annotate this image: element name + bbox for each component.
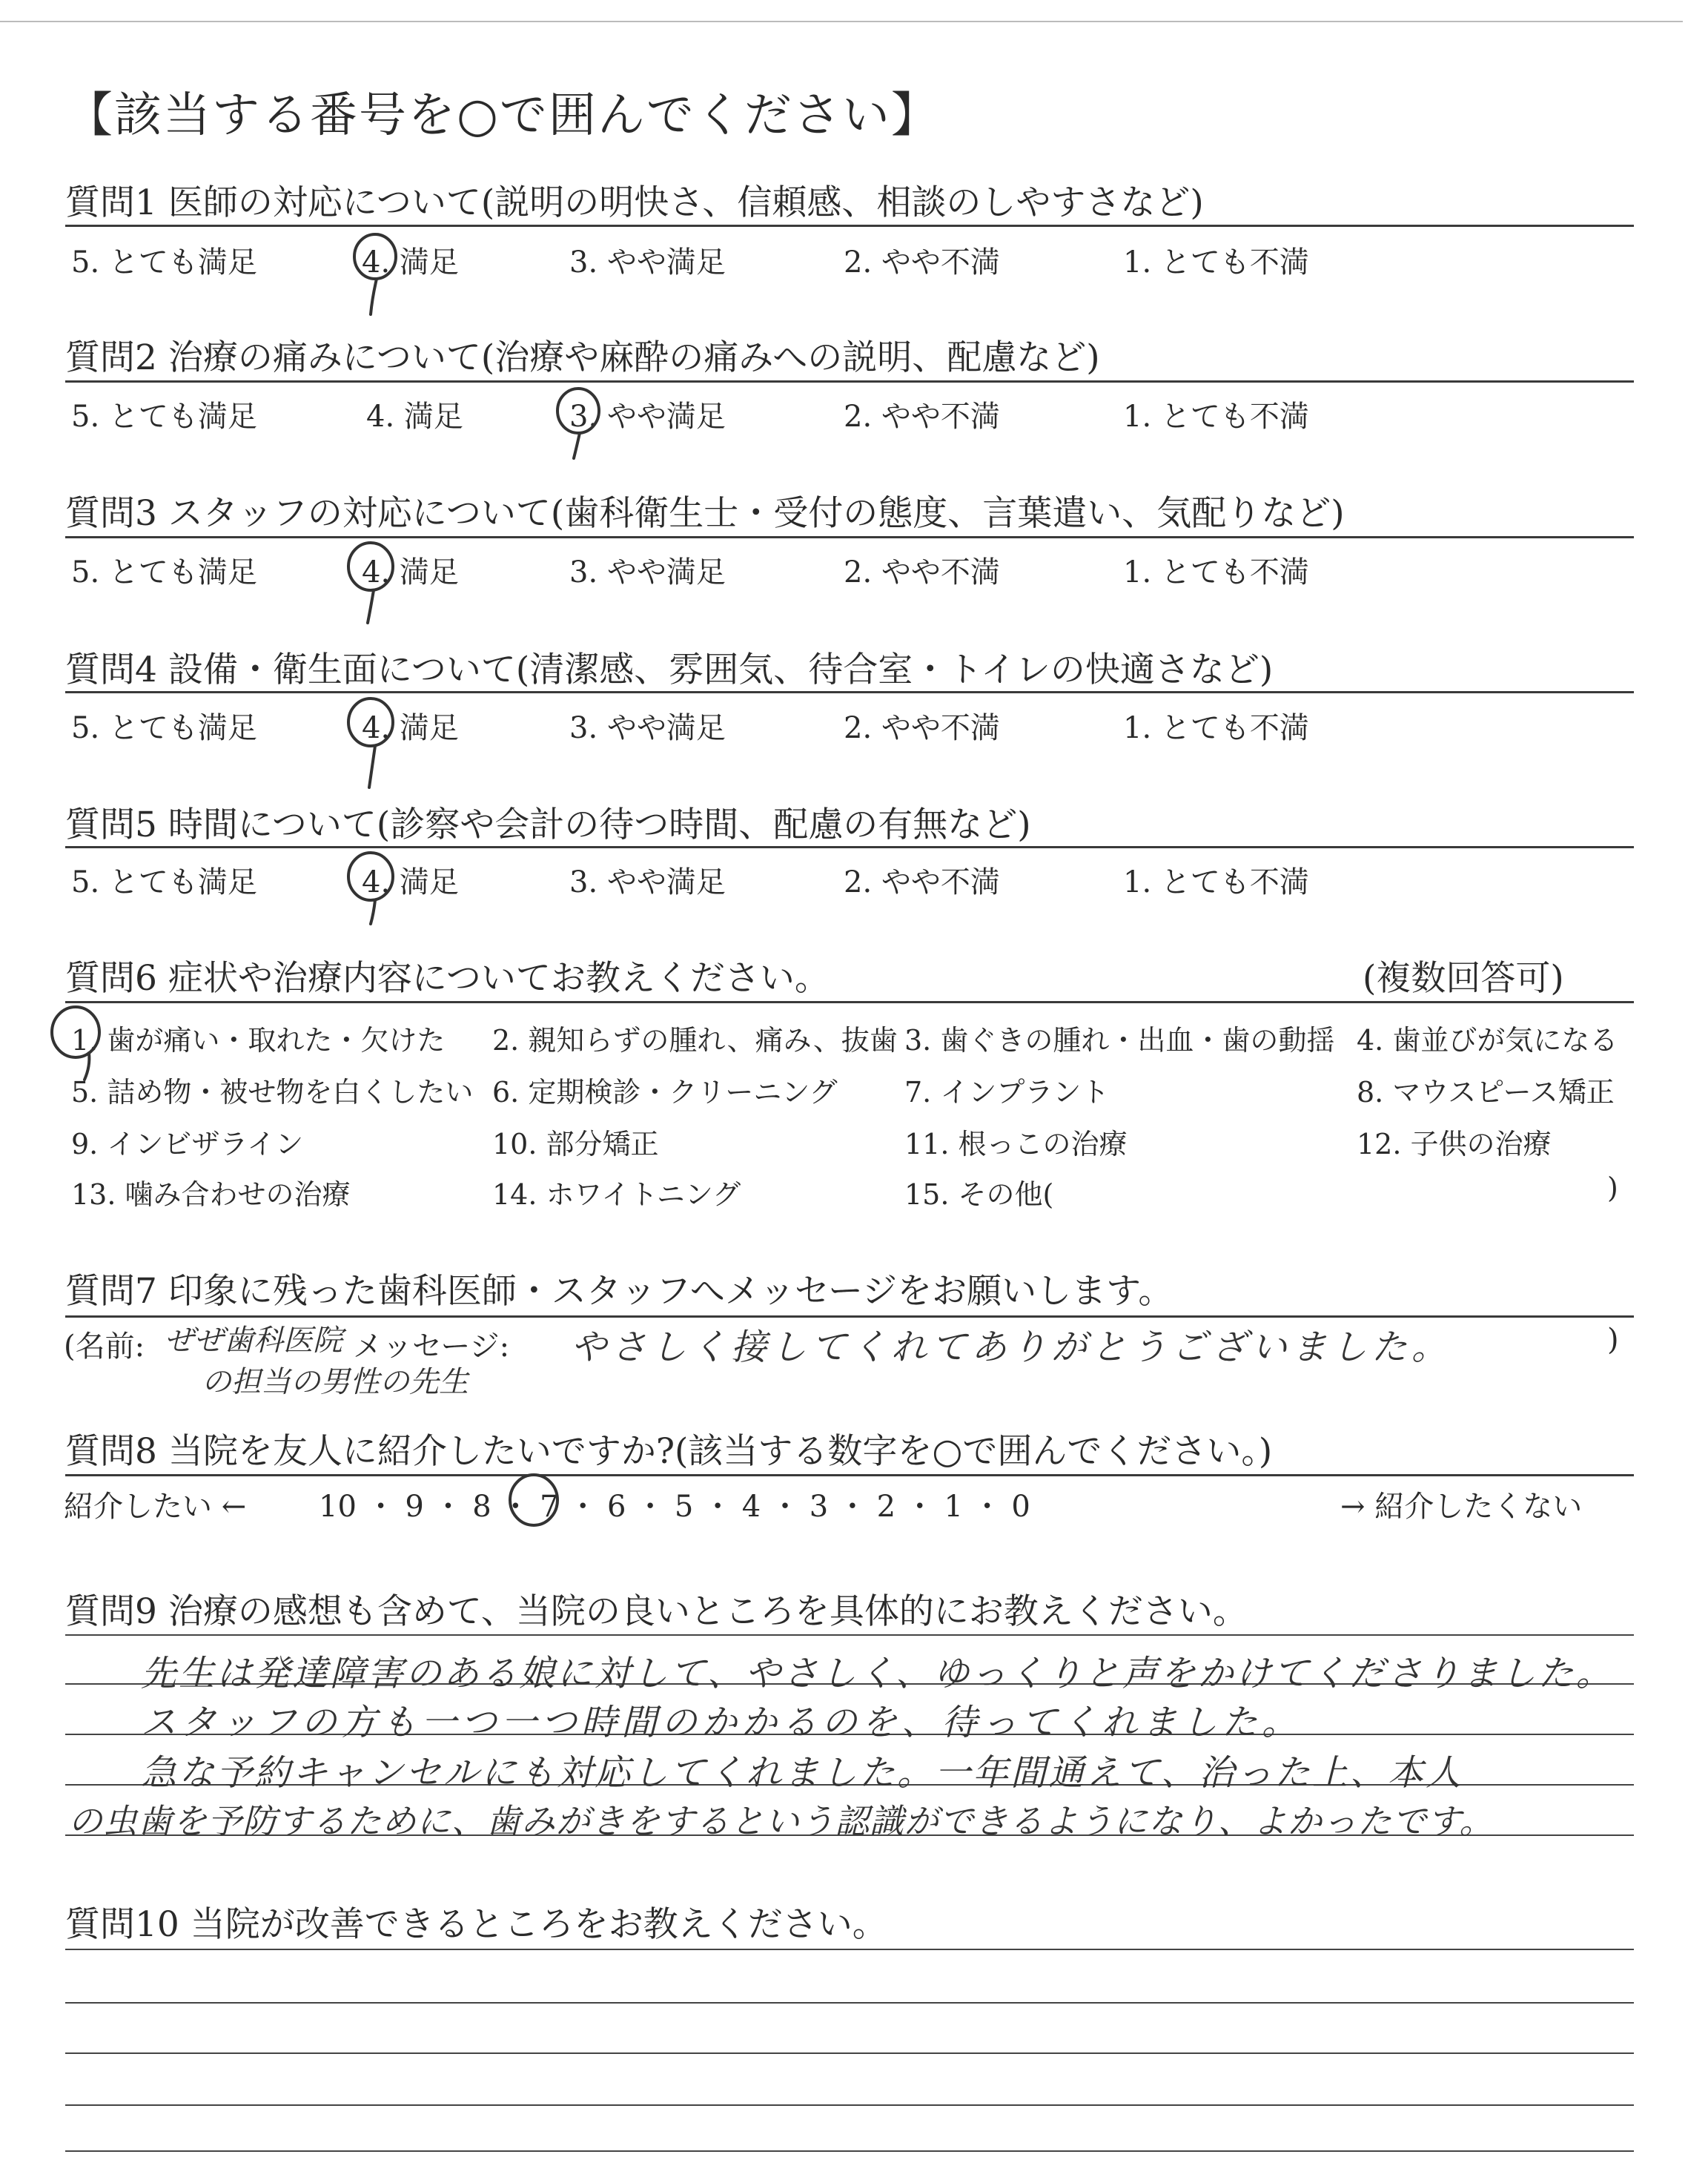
q2-option-3[interactable]: 3. やや満足 bbox=[569, 400, 726, 434]
q8-scale-5[interactable]: 5 bbox=[674, 1490, 694, 1524]
q4-option-5[interactable]: 5. とても満足 bbox=[71, 711, 257, 745]
q6-option-14[interactable]: 14. ホワイトニング bbox=[492, 1178, 741, 1211]
question-5-rule bbox=[65, 846, 1634, 848]
q4-selection-circle bbox=[342, 696, 402, 792]
q7-message-text[interactable]: やさしく接してくれてありがとうございました。 bbox=[571, 1327, 1452, 1368]
question-8-title: 質問8 当院を友人に紹介したいですか?(該当する数字を○で囲んでください。) bbox=[65, 1431, 1273, 1472]
q6-option-12[interactable]: 12. 子供の治療 bbox=[1357, 1128, 1552, 1160]
q6-option-3[interactable]: 3. 歯ぐきの腫れ・出血・歯の動揺 bbox=[904, 1024, 1335, 1057]
question-10-title: 質問10 当院が改善できるところをお教えください。 bbox=[65, 1904, 887, 1945]
scale-separator: ・ bbox=[693, 1490, 742, 1524]
q4-option-3[interactable]: 3. やや満足 bbox=[569, 711, 726, 745]
q6-selection-circle bbox=[46, 1003, 113, 1091]
q1-option-3[interactable]: 3. やや満足 bbox=[569, 245, 726, 280]
q5-option-4[interactable]: 4. 満足 bbox=[362, 865, 459, 899]
question-1-rule bbox=[65, 225, 1634, 227]
q7-close-paren: ) bbox=[1607, 1323, 1619, 1357]
q3-option-1[interactable]: 1. とても不満 bbox=[1123, 555, 1309, 589]
question-6-title: 質問6 症状や治療内容についてお教えください。 bbox=[65, 958, 830, 999]
q1-option-5[interactable]: 5. とても満足 bbox=[71, 245, 257, 280]
q5-option-1[interactable]: 1. とても不満 bbox=[1123, 865, 1309, 899]
q6-option-15[interactable]: 15. その他( bbox=[904, 1178, 1054, 1211]
q8-right-label: → 紹介したくない bbox=[1340, 1490, 1583, 1524]
page-title: 【該当する番号を○で囲んでください】 bbox=[65, 88, 940, 143]
question-6-note: (複数回答可) bbox=[1363, 958, 1564, 999]
q8-scale-10[interactable]: 10 bbox=[319, 1490, 357, 1524]
q8-selection-circle bbox=[504, 1472, 563, 1531]
scale-separator: ・ bbox=[761, 1490, 810, 1524]
q10-line-4 bbox=[65, 2150, 1634, 2152]
question-2-rule bbox=[65, 380, 1634, 383]
q3-option-3[interactable]: 3. やや満足 bbox=[569, 555, 726, 589]
q2-option-5[interactable]: 5. とても満足 bbox=[71, 400, 257, 434]
scale-separator: ・ bbox=[423, 1490, 473, 1524]
q6-option-6[interactable]: 6. 定期検診・クリーニング bbox=[492, 1076, 838, 1109]
q6-option-4[interactable]: 4. 歯並びが気になる bbox=[1357, 1024, 1618, 1057]
q9-answer-line-4[interactable]: の虫歯を予防するために、歯みがきをするという認識ができるようになり、よかったです。 bbox=[68, 1801, 1494, 1841]
q8-left-label: 紹介したい ← bbox=[64, 1490, 247, 1524]
q8-scale-8[interactable]: 8 bbox=[472, 1490, 491, 1524]
question-3-title: 質問3 スタッフの対応について(歯科衛生士・受付の態度、言葉遣い、気配りなど) bbox=[65, 493, 1345, 534]
question-4-title: 質問4 設備・衛生面について(清潔感、雰囲気、待合室・トイレの快適さなど) bbox=[65, 650, 1274, 690]
q6-option-9[interactable]: 9. インビザライン bbox=[71, 1128, 304, 1160]
scale-separator: ・ bbox=[558, 1490, 608, 1524]
q8-scale-2[interactable]: 2 bbox=[876, 1490, 896, 1524]
q2-option-1[interactable]: 1. とても不満 bbox=[1123, 400, 1309, 434]
q5-option-5[interactable]: 5. とても満足 bbox=[71, 865, 257, 899]
q9-answer-line-3[interactable]: 急な予約キャンセルにも対応してくれました。一年間通えて、治った上、本人 bbox=[141, 1752, 1464, 1794]
q3-selection-circle bbox=[342, 540, 402, 629]
q8-scale-4[interactable]: 4 bbox=[741, 1490, 761, 1524]
q4-option-1[interactable]: 1. とても不満 bbox=[1123, 711, 1309, 745]
q7-name-line-2[interactable]: の担当の男性の先生 bbox=[202, 1365, 469, 1399]
q3-option-2[interactable]: 2. やや不満 bbox=[844, 555, 1000, 589]
q6-option-7[interactable]: 7. インプラント bbox=[904, 1076, 1110, 1109]
q8-scale-3[interactable]: 3 bbox=[809, 1490, 829, 1524]
scale-separator: ・ bbox=[491, 1490, 540, 1524]
q6-option-5[interactable]: 5. 詰め物・被せ物を白くしたい bbox=[71, 1076, 474, 1109]
q10-line-1 bbox=[65, 2002, 1634, 2004]
q5-option-3[interactable]: 3. やや満足 bbox=[569, 865, 726, 899]
q1-selection-circle bbox=[347, 231, 406, 320]
q1-option-4[interactable]: 4. 満足 bbox=[362, 245, 459, 280]
q6-option-8[interactable]: 8. マウスピース矯正 bbox=[1357, 1076, 1615, 1109]
q6-option-11[interactable]: 11. 根っこの治療 bbox=[904, 1128, 1128, 1160]
q6-option-13[interactable]: 13. 噛み合わせの治療 bbox=[71, 1178, 351, 1211]
page-top-edge bbox=[0, 21, 1683, 22]
question-4-rule bbox=[65, 691, 1634, 693]
q2-option-4[interactable]: 4. 満足 bbox=[366, 400, 463, 434]
question-8-rule bbox=[65, 1474, 1634, 1476]
q8-scale-7[interactable]: 7 bbox=[540, 1490, 559, 1524]
scale-separator: ・ bbox=[828, 1490, 877, 1524]
q2-option-2[interactable]: 2. やや不満 bbox=[844, 400, 1000, 434]
q7-message-label: メッセージ: bbox=[353, 1330, 510, 1364]
q10-line-0 bbox=[65, 1949, 1634, 1950]
q9-line-0 bbox=[65, 1634, 1634, 1636]
q6-option-10[interactable]: 10. 部分矯正 bbox=[492, 1128, 659, 1160]
q6-option-15-close: ) bbox=[1607, 1172, 1618, 1204]
question-3-rule bbox=[65, 536, 1634, 538]
q6-option-1[interactable]: 1. 歯が痛い・取れた・欠けた bbox=[71, 1024, 446, 1057]
q8-scale-6[interactable]: 6 bbox=[607, 1490, 626, 1524]
q8-scale-1[interactable]: 1 bbox=[944, 1490, 963, 1524]
question-2-title: 質問2 治療の痛みについて(治療や麻酔の痛みへの説明、配慮など) bbox=[65, 337, 1100, 378]
q1-option-2[interactable]: 2. やや不満 bbox=[844, 245, 1000, 280]
q10-line-2 bbox=[65, 2052, 1634, 2054]
q7-name-label: (名前: bbox=[64, 1330, 145, 1364]
question-7-title: 質問7 印象に残った歯科医師・スタッフへメッセージをお願いします。 bbox=[65, 1271, 1174, 1312]
q3-option-4[interactable]: 4. 満足 bbox=[362, 555, 459, 589]
scale-separator: ・ bbox=[896, 1490, 944, 1524]
q8-scale bbox=[319, 1483, 1030, 1525]
question-1-title: 質問1 医師の対応について(説明の明快さ、信頼感、相談のしやすさなど) bbox=[65, 182, 1204, 223]
question-9-title: 質問9 治療の感想も含めて、当院の良いところを具体的にお教えください。 bbox=[65, 1591, 1248, 1632]
question-5-title: 質問5 時間について(診察や会計の待つ時間、配慮の有無など) bbox=[65, 805, 1031, 845]
q4-option-2[interactable]: 2. やや不満 bbox=[844, 711, 1000, 745]
scale-separator: ・ bbox=[626, 1490, 675, 1524]
question-6-rule bbox=[65, 1001, 1634, 1003]
q4-option-4[interactable]: 4. 満足 bbox=[362, 711, 459, 745]
q8-scale-9[interactable]: 9 bbox=[405, 1490, 424, 1524]
q7-name-line-1[interactable]: ぜぜ歯科医院 bbox=[165, 1324, 342, 1358]
q9-answer-line-1[interactable]: 先生は発達障害のある娘に対して、やさしく、ゆっくりと声をかけてくださりました。 bbox=[141, 1653, 1614, 1694]
q8-scale-0[interactable]: 0 bbox=[1011, 1490, 1030, 1524]
q6-option-2[interactable]: 2. 親知らずの腫れ、痛み、抜歯 bbox=[492, 1024, 898, 1057]
q5-option-2[interactable]: 2. やや不満 bbox=[844, 865, 1000, 899]
scale-separator: ・ bbox=[356, 1490, 406, 1524]
scale-separator: ・ bbox=[962, 1490, 1012, 1524]
q5-selection-circle bbox=[342, 850, 402, 931]
q10-line-3 bbox=[65, 2104, 1634, 2106]
q2-selection-circle bbox=[550, 386, 609, 467]
q1-option-1[interactable]: 1. とても不満 bbox=[1123, 245, 1309, 280]
q3-option-5[interactable]: 5. とても満足 bbox=[71, 555, 257, 589]
q9-answer-line-2[interactable]: スタッフの方も一つ一つ時間のかかるのを、待ってくれました。 bbox=[141, 1702, 1302, 1743]
